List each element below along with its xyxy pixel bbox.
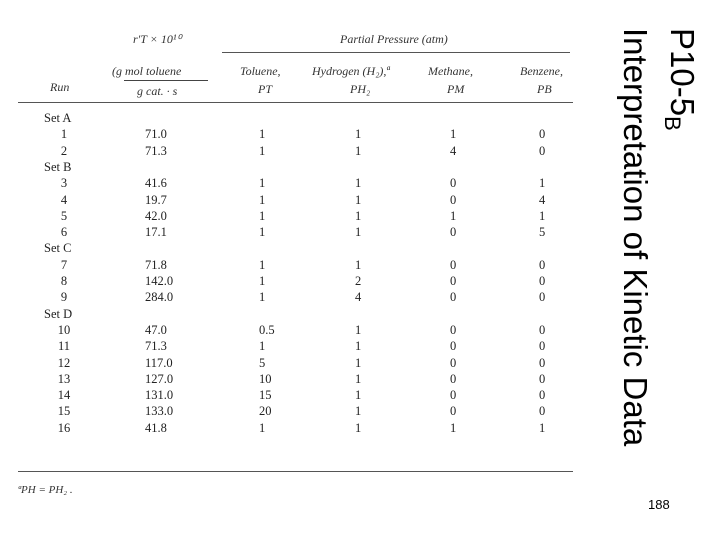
run-cell: 16 <box>57 420 71 435</box>
rate-cell: 47.0 <box>145 322 167 337</box>
rate-units-divider <box>124 80 208 81</box>
set-label: Set A <box>44 111 72 125</box>
methane-cell: 1 <box>450 127 457 142</box>
rate-cell: 17.1 <box>145 225 167 240</box>
slide-title: $P10-5_B$ <box>660 28 701 131</box>
run-header: Run <box>50 80 70 94</box>
toluene-symbol: PT <box>258 82 273 96</box>
toluene-cell: 1 <box>259 192 266 207</box>
run-cell: 13 <box>57 371 71 386</box>
benzene-cell: 0 <box>539 143 546 158</box>
hydrogen-cell: 1 <box>355 420 362 435</box>
rate-units-bottom: g cat. · s <box>137 84 178 98</box>
run-cell: 3 <box>60 176 68 191</box>
rate-cell: 133.0 <box>145 404 174 419</box>
set-label: Set B <box>44 159 72 174</box>
toluene-cell: 20 <box>259 404 272 419</box>
header-bottom-rule <box>18 102 573 103</box>
benzene-cell: 0 <box>539 404 546 419</box>
set-label: Set D <box>44 306 73 321</box>
hydrogen-cell: 1 <box>355 143 362 158</box>
hydrogen-cell: 1 <box>355 176 362 191</box>
methane-cell: 0 <box>450 339 457 354</box>
rate-cell: 41.8 <box>145 420 167 435</box>
set-label: Set C <box>44 241 72 256</box>
rate-cell: 71.0 <box>145 127 167 142</box>
toluene-header: Toluene, <box>240 64 281 78</box>
benzene-header: Benzene, <box>520 64 563 78</box>
run-cell: 5 <box>60 208 68 223</box>
benzene-cell: 1 <box>539 176 546 191</box>
partial-pressure-rule <box>222 52 570 53</box>
run-cell: 9 <box>60 290 68 305</box>
hydrogen-cell: 1 <box>355 192 362 207</box>
run-cell: 7 <box>60 257 68 272</box>
methane-cell: 0 <box>450 225 457 240</box>
methane-cell: 1 <box>450 420 457 435</box>
toluene-cell: 1 <box>259 339 266 354</box>
benzene-symbol: PB <box>537 82 552 96</box>
rate-cell: 71.3 <box>145 143 167 158</box>
toluene-cell: 1 <box>259 225 266 240</box>
benzene-cell: 0 <box>539 274 546 288</box>
hydrogen-header: Hydrogen (H₂),ª <box>312 64 390 78</box>
rate-cell: 41.6 <box>145 176 167 191</box>
hydrogen-cell: 1 <box>355 371 362 386</box>
toluene-cell: 10 <box>259 371 272 386</box>
benzene-cell: 4 <box>539 192 546 207</box>
methane-cell: 0 <box>450 322 457 337</box>
benzene-cell: 0 <box>539 355 546 370</box>
slide-title-block <box>617 28 701 488</box>
methane-cell: 0 <box>450 355 457 370</box>
rate-cell: 117.0 <box>145 355 173 370</box>
toluene-cell: 1 <box>259 257 266 272</box>
toluene-cell: 1 <box>259 127 266 142</box>
rate-cell: 127.0 <box>145 371 174 386</box>
page-number: 188 <box>648 497 670 512</box>
methane-cell: 0 <box>450 176 457 191</box>
hydrogen-cell: 1 <box>355 322 362 337</box>
hydrogen-cell: 1 <box>355 339 362 354</box>
methane-cell: 0 <box>450 192 457 207</box>
hydrogen-symbol: PH₂ <box>350 82 371 96</box>
slide-subtitle: Interpretation of Kinetic Data <box>617 28 654 447</box>
toluene-cell: 1 <box>259 274 266 288</box>
hydrogen-cell: 1 <box>355 225 362 240</box>
toluene-cell: 15 <box>259 388 272 403</box>
hydrogen-cell: 1 <box>355 388 362 403</box>
run-cell: 15 <box>57 404 71 419</box>
benzene-cell: 0 <box>539 388 546 403</box>
rate-cell: 71.3 <box>145 339 167 354</box>
run-cell: 12 <box>57 355 71 370</box>
run-cell: 4 <box>60 192 68 207</box>
methane-header: Methane, <box>428 64 473 78</box>
benzene-cell: 0 <box>539 339 546 354</box>
methane-cell: 4 <box>450 143 457 158</box>
benzene-cell: 0 <box>539 290 546 305</box>
hydrogen-cell: 1 <box>355 355 362 370</box>
toluene-cell: 1 <box>259 208 266 223</box>
rate-cell: 19.7 <box>145 192 167 207</box>
run-cell: 6 <box>60 225 68 240</box>
rate-cell: 71.8 <box>145 257 167 272</box>
hydrogen-cell: 1 <box>355 208 362 223</box>
rate-label: r′T × 10¹⁰ <box>133 32 182 46</box>
table-bottom-rule <box>18 471 573 472</box>
methane-cell: 1 <box>450 208 457 223</box>
methane-cell: 0 <box>450 290 457 305</box>
methane-cell: 0 <box>450 371 457 386</box>
toluene-cell: 1 <box>259 176 266 191</box>
toluene-cell: 0.5 <box>259 322 275 337</box>
toluene-cell: 5 <box>259 355 266 370</box>
toluene-cell: 1 <box>259 143 266 158</box>
slide-title-subscript: B <box>660 116 685 131</box>
toluene-cell: 1 <box>259 290 266 305</box>
hydrogen-cell: 4 <box>355 290 362 305</box>
benzene-cell: 0 <box>539 322 546 337</box>
run-cell: 10 <box>57 322 71 337</box>
methane-cell: 0 <box>450 404 457 419</box>
rate-cell: 142.0 <box>145 274 174 288</box>
run-cell: 14 <box>57 388 71 403</box>
benzene-cell: 0 <box>539 127 546 142</box>
hydrogen-cell: 2 <box>355 274 362 288</box>
benzene-cell: 1 <box>539 420 546 435</box>
rate-cell: 284.0 <box>145 290 174 305</box>
partial-pressure-label: Partial Pressure (atm) <box>340 32 448 46</box>
methane-cell: 0 <box>450 257 457 272</box>
methane-cell: 0 <box>450 274 457 288</box>
run-cell: 2 <box>60 143 68 158</box>
rate-cell: 131.0 <box>145 388 174 403</box>
run-cell: 1 <box>60 127 68 142</box>
footnote: ªPH = PH₂ . <box>18 484 73 496</box>
benzene-cell: 5 <box>539 225 546 240</box>
hydrogen-cell: 1 <box>355 127 362 142</box>
benzene-cell: 0 <box>539 371 546 386</box>
benzene-cell: 0 <box>539 257 546 272</box>
hydrogen-cell: 1 <box>355 404 362 419</box>
methane-cell: 0 <box>450 388 457 403</box>
toluene-cell: 1 <box>259 420 266 435</box>
hydrogen-cell: 1 <box>355 257 362 272</box>
run-cell: 8 <box>60 274 68 288</box>
run-cell: 11 <box>57 339 71 354</box>
rate-cell: 42.0 <box>145 208 167 223</box>
benzene-cell: 1 <box>539 208 546 223</box>
methane-symbol: PM <box>447 82 465 96</box>
rate-units-top: (g mol toluene <box>112 64 182 78</box>
